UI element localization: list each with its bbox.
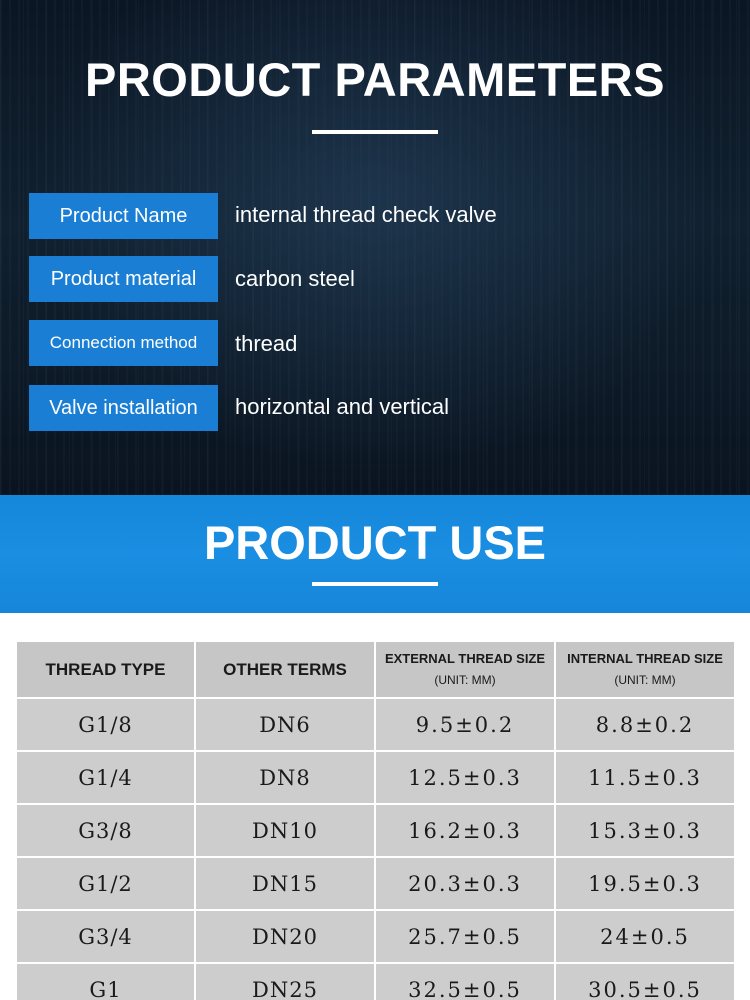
cell-internal-size: 8.8±0.2 [555,698,735,751]
cell-external-size: 9.5±0.2 [375,698,555,751]
cell-external-size: 32.5±0.5 [375,963,555,1000]
thread-size-table-container [15,640,734,1000]
cell-internal-size: 24±0.5 [555,910,735,963]
param-label-valve-installation: Valve installation [29,385,218,431]
cell-other-terms: DN10 [195,804,375,857]
param-value-product-material: carbon steel [235,266,355,291]
param-label-product-material: Product material [29,256,218,302]
parameters-title: PRODUCT PARAMETERS [85,53,665,106]
cell-thread-type: G1/8 [16,698,195,751]
cell-internal-size: 11.5±0.3 [555,751,735,804]
param-value-connection-method: thread [235,331,298,356]
cell-internal-size: 30.5±0.5 [555,963,735,1000]
header-external-thread-size [375,641,555,698]
header-title: EXTERNAL THREAD SIZE [384,650,546,666]
header-title: INTERNAL THREAD SIZE [567,650,723,666]
cell-thread-type: G1/4 [16,751,195,804]
cell-other-terms: DN25 [195,963,375,1000]
cell-external-size: 12.5±0.3 [375,751,555,804]
thread-size-table [15,640,736,1000]
table-header-row [16,641,735,698]
cell-internal-size: 15.3±0.3 [555,804,735,857]
product-parameters-section [0,0,750,495]
param-label-product-name: Product Name [29,193,218,239]
cell-other-terms: DN20 [195,910,375,963]
cell-other-terms: DN15 [195,857,375,910]
header-title: THREAD TYPE [45,659,166,679]
table-row [16,910,735,963]
table-row [16,698,735,751]
cell-thread-type: G3/8 [16,804,195,857]
table-row [16,804,735,857]
param-label-connection-method: Connection method [29,320,218,366]
cell-other-terms: DN8 [195,751,375,804]
table-row [16,857,735,910]
cell-thread-type: G1/2 [16,857,195,910]
cell-internal-size: 19.5±0.3 [555,857,735,910]
header-unit: (UNIT: MM) [434,673,496,688]
cell-external-size: 16.2±0.3 [375,804,555,857]
header-unit: (UNIT: MM) [614,673,676,688]
cell-thread-type: G3/4 [16,910,195,963]
product-use-title-underline [312,582,438,586]
parameters-title-underline [312,130,438,134]
header-internal-thread-size [555,641,735,698]
table-row [16,751,735,804]
table-row [16,963,735,1000]
cell-thread-type: G1 [16,963,195,1000]
param-value-product-name: internal thread check valve [235,202,497,227]
header-title: OTHER TERMS [223,659,347,679]
product-use-title: PRODUCT USE [203,516,547,569]
product-use-banner [0,495,750,613]
header-other-terms [195,641,375,698]
cell-other-terms: DN6 [195,698,375,751]
param-value-valve-installation: horizontal and vertical [235,394,450,419]
header-thread-type [16,641,195,698]
cell-external-size: 25.7±0.5 [375,910,555,963]
cell-external-size: 20.3±0.3 [375,857,555,910]
